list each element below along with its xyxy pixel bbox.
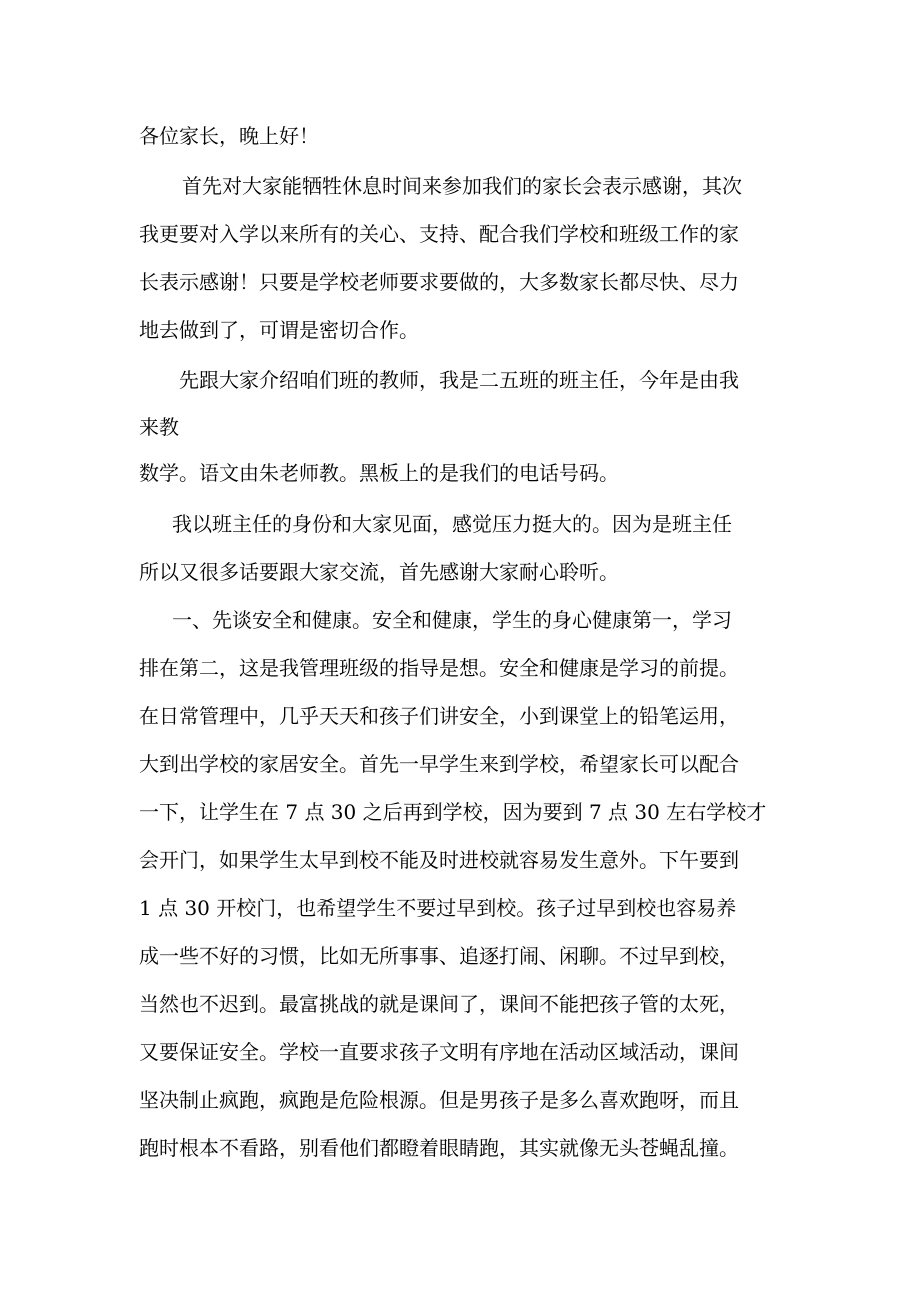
paragraph-line: 我以班主任的身份和大家见面，感觉压力挺大的。因为是班主任: [172, 512, 732, 536]
paragraph-line: 地去做到了，可谓是密切合作。: [139, 318, 419, 342]
paragraph-line: 数学。语文由朱老师教。黑板上的是我们的电话号码。: [139, 461, 619, 485]
greeting-line: 各位家长，晚上好！: [139, 124, 319, 148]
paragraph-line: 大到出学校的家居安全。首先一早学生来到学校，希望家长可以配合: [139, 752, 739, 776]
paragraph-line: 来教: [139, 415, 179, 439]
paragraph-line: 又要保证安全。学校一直要求孩子文明有序地在活动区域活动，课间: [139, 1040, 739, 1064]
paragraph-line: 坚决制止疯跑，疯跑是危险根源。但是男孩子是多么喜欢跑呀，而且: [139, 1088, 739, 1112]
paragraph-line: 1 点 30 开校门，也希望学生不要过早到校。孩子过早到校也容易养: [139, 896, 737, 920]
paragraph-line: 长表示感谢！只要是学校老师要求要做的，大多数家长都尽快、尽力: [139, 270, 739, 294]
paragraph-line: 排在第二，这是我管理班级的指导是想。安全和健康是学习的前提。: [139, 656, 739, 680]
paragraph-line: 首先对大家能牺牲休息时间来参加我们的家长会表示感谢，其次: [182, 174, 742, 198]
paragraph-line: 一下，让学生在 7 点 30 之后再到学校，因为要到 7 点 30 左右学校才: [139, 800, 767, 824]
paragraph-line: 跑时根本不看路，别看他们都瞪着眼睛跑，其实就像无头苍蝇乱撞。: [139, 1136, 739, 1160]
paragraph-line: 在日常管理中，几乎天天和孩子们讲安全，小到课堂上的铅笔运用，: [139, 704, 739, 728]
paragraph-line: 会开门，如果学生太早到校不能及时进校就容易发生意外。下午要到: [139, 848, 739, 872]
paragraph-line: 成一些不好的习惯，比如无所事事、追逐打闹、闲聊。不过早到校，: [139, 944, 739, 968]
paragraph-line: 当然也不迟到。最富挑战的就是课间了，课间不能把孩子管的太死，: [139, 992, 739, 1016]
paragraph-line: 我更要对入学以来所有的关心、支持、配合我们学校和班级工作的家: [139, 222, 739, 246]
paragraph-line: 所以又很多话要跟大家交流，首先感谢大家耐心聆听。: [139, 560, 619, 584]
paragraph-line: 先跟大家介绍咱们班的教师，我是二五班的班主任，今年是由我: [179, 368, 739, 392]
paragraph-line: 一、先谈安全和健康。安全和健康，学生的身心健康第一，学习: [172, 608, 732, 632]
